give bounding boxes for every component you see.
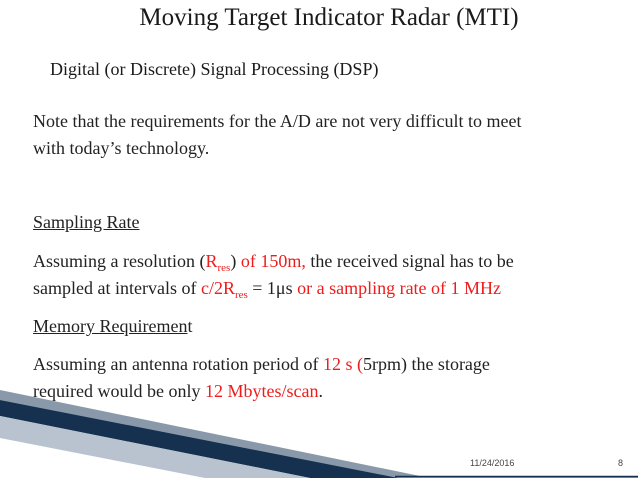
- sampling-paren-close: ): [230, 251, 237, 271]
- memory-heading-rest: t: [187, 316, 193, 336]
- memory-requirement-heading: [33, 313, 618, 340]
- c2r-expression: [200, 278, 248, 301]
- sampling-interval: = 1μs: [247, 278, 293, 298]
- c2r-subscript: res: [234, 289, 248, 301]
- note-paragraph: [33, 108, 618, 162]
- footer-date: 11/24/2016: [470, 458, 515, 468]
- memory-text-b: 5rpm) the storage: [362, 354, 490, 374]
- rotation-period: 12 s: [322, 354, 353, 374]
- memory-line-1: [33, 351, 618, 378]
- sampling-line-2: [33, 275, 618, 302]
- sampling-rate-heading: Sampling Rate: [33, 212, 140, 232]
- memory-text-c: required would be only: [33, 381, 205, 401]
- sampling-text-b: the received signal has to be: [305, 251, 514, 271]
- note-line-2: with today’s technology.: [33, 138, 210, 158]
- storage-value: 12 Mbytes/scan: [204, 381, 319, 401]
- memory-heading-underlined: Memory Requiremen: [33, 316, 188, 336]
- page-number: 8: [618, 458, 624, 468]
- memory-paren-open: (: [352, 354, 363, 374]
- memory-text-a: Assuming an antenna rotation period of: [33, 354, 323, 374]
- slide-subtitle: Digital (or Discrete) Signal Processing (DSP): [50, 59, 379, 79]
- sampling-rate-value: or a sampling rate of 1 MHz: [292, 278, 502, 298]
- c2r-symbol: c/2R: [200, 278, 235, 298]
- slide-title: Moving Target Indicator Radar (MTI): [139, 4, 519, 31]
- memory-period: .: [318, 381, 323, 401]
- resolution-symbol: [205, 251, 231, 274]
- r-subscript: res: [217, 262, 231, 274]
- note-line-1: Note that the requirements for the A/D are not very difficult to meet: [33, 111, 522, 131]
- resolution-value: of 150m,: [236, 251, 306, 271]
- sampling-line-1: [33, 248, 618, 275]
- decorative-swoosh: [0, 390, 638, 478]
- sampling-text-a: Assuming a resolution (: [33, 251, 206, 271]
- r-symbol: R: [205, 251, 218, 271]
- sampling-paragraph: [33, 248, 618, 302]
- sampling-text-c: sampled at intervals of: [33, 278, 201, 298]
